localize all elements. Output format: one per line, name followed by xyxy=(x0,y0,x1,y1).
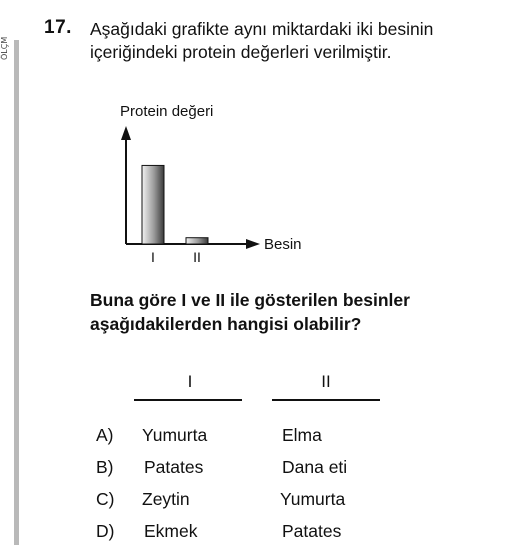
option-letter: A) xyxy=(96,425,114,445)
column-header-1: I xyxy=(187,372,193,391)
bar-1 xyxy=(142,165,164,244)
option-col2: Yumurta xyxy=(280,489,346,509)
column-header-2: II xyxy=(321,372,331,391)
y-axis-arrow xyxy=(121,126,131,140)
tick-label-group xyxy=(151,249,201,264)
option-col1: Yumurta xyxy=(142,425,208,445)
x-axis-arrow xyxy=(246,239,260,249)
x-axis-label: Besin xyxy=(264,236,302,253)
bar-group xyxy=(142,165,208,244)
tick-label-1: I xyxy=(151,249,155,264)
option-col2: Dana eti xyxy=(282,457,348,477)
intro-line-1: Aşağıdaki grafikte aynı miktardaki iki besinin xyxy=(90,19,434,39)
option-letter: B) xyxy=(96,457,114,477)
option-c[interactable] xyxy=(96,489,516,517)
option-b[interactable] xyxy=(96,457,516,485)
option-col2: Elma xyxy=(282,425,322,445)
side-label: ÖLÇM xyxy=(0,36,9,60)
question-intro xyxy=(90,18,520,64)
column-underline-2 xyxy=(272,399,380,401)
protein-chart xyxy=(100,94,340,264)
option-letter: C) xyxy=(96,489,115,509)
option-col2: Patates xyxy=(282,521,342,541)
option-d[interactable] xyxy=(96,521,516,549)
option-col1: Ekmek xyxy=(144,521,198,541)
column-underline-1 xyxy=(134,399,242,401)
prompt-line-1: Buna göre I ve II ile gösterilen besinler xyxy=(90,290,410,310)
option-a[interactable] xyxy=(96,425,516,453)
question-prompt xyxy=(90,288,410,336)
option-letter: D) xyxy=(96,521,115,541)
question-number: 17. xyxy=(44,17,72,38)
margin-bar xyxy=(14,40,19,545)
tick-label-2: II xyxy=(193,249,201,264)
option-col1: Zeytin xyxy=(142,489,190,509)
option-col1: Patates xyxy=(144,457,204,477)
bar-2 xyxy=(186,238,208,244)
intro-line-2: içeriğindeki protein değerleri verilmiştir. xyxy=(90,42,392,62)
prompt-line-2: aşağıdakilerden hangisi olabilir? xyxy=(90,314,362,334)
y-axis-label: Protein değeri xyxy=(120,103,214,120)
